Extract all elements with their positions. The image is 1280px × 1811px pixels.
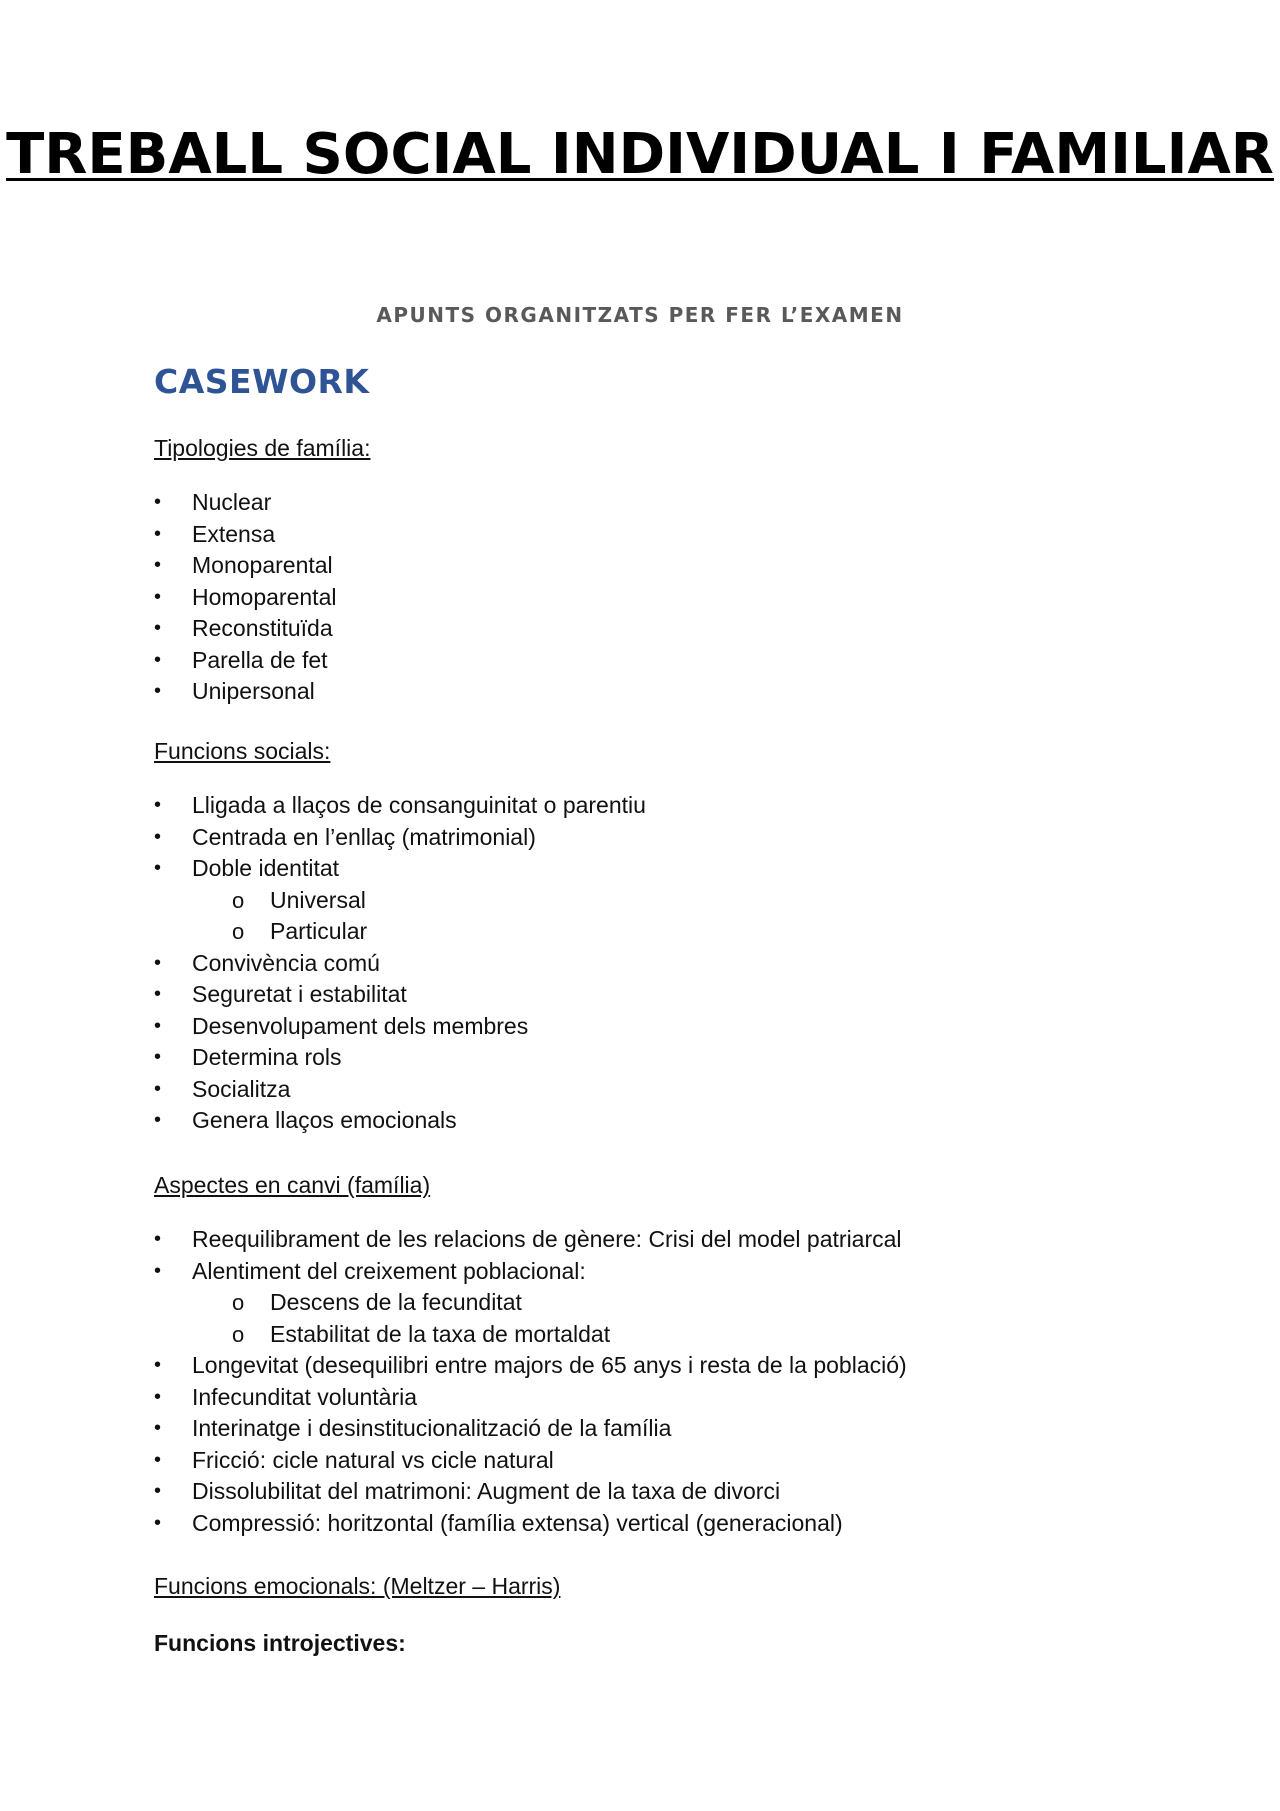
list-item: • Centrada en l’enllaç (matrimonial) [154, 822, 646, 854]
bullet-icon: • [154, 491, 162, 513]
bullet-icon: • [154, 1385, 162, 1408]
list-item: • Unipersonal [154, 676, 370, 708]
bullet-icon: • [154, 983, 162, 1005]
tipologies-heading: Tipologies de família: [154, 435, 371, 461]
sub-list-item: o Universal [232, 885, 646, 917]
bullet-icon: • [154, 1109, 162, 1131]
aspectes-list-cont [154, 1350, 907, 1539]
bullet-icon: • [154, 1228, 162, 1250]
circle-bullet-icon: o [232, 919, 245, 944]
funcions-socials-heading: Funcions socials: [154, 738, 331, 764]
circle-bullet-icon: o [232, 887, 245, 913]
bullet-icon: • [154, 554, 162, 576]
bullet-icon: • [154, 794, 162, 816]
bullet-icon: • [154, 1014, 162, 1037]
list-item: • Seguretat i estabilitat [154, 979, 646, 1011]
bullet-icon: • [154, 617, 162, 639]
bullet-icon: • [154, 648, 162, 671]
bullet-icon: • [154, 825, 162, 848]
list-item: • Nuclear [154, 487, 370, 519]
list-item: • Interinatge i desinstitucionalització de la família [154, 1413, 907, 1445]
sub-list-item: o Descens de la fecunditat [232, 1287, 907, 1319]
funcions-emocionals-heading: Funcions emocionals: (Meltzer – Harris) [154, 1573, 561, 1599]
list-item: • Longevitat (desequilibri entre majors de 65 anys i resta de la població) [154, 1350, 907, 1382]
sub-list-item: o Estabilitat de la taxa de mortaldat [232, 1319, 907, 1351]
list-item: • Determina rols [154, 1042, 646, 1074]
document-subtitle: APUNTS ORGANITZATS PER FER L’EXAMEN [376, 303, 904, 327]
tipologies-block [154, 433, 370, 708]
aspectes-heading: Aspectes en canvi (família) [154, 1172, 431, 1198]
list-item: • Dissolubilitat del matrimoni: Augment de la taxa de divorci [154, 1476, 907, 1508]
circle-bullet-icon: o [232, 1321, 245, 1347]
list-item: • Desenvolupament dels membres [154, 1011, 646, 1043]
sub-list-item: o Particular [232, 916, 646, 948]
list-item: • Parella de fet [154, 645, 370, 677]
bullet-icon: • [154, 680, 162, 702]
funcions-introjectives-heading: Funcions introjectives: [154, 1630, 406, 1656]
list-item: • Alentiment del creixement poblacional: [154, 1256, 907, 1288]
list-item: • Socialitza [154, 1074, 646, 1106]
funcions-emocionals-block [154, 1571, 560, 1658]
tipologies-list [154, 487, 370, 708]
list-item: • Extensa [154, 519, 370, 551]
bullet-icon: • [154, 585, 162, 608]
list-item: • Compressió: horitzontal (família extensa) vertical (generacional) [154, 1508, 907, 1540]
bullet-icon: • [154, 857, 162, 879]
list-item: • Homoparental [154, 582, 370, 614]
section-heading-casework: CASEWORK [154, 362, 370, 401]
funcions-socials-list [154, 790, 646, 885]
bullet-icon: • [154, 522, 162, 545]
list-item: • Convivència comú [154, 948, 646, 980]
bullet-icon: • [154, 1259, 162, 1282]
bullet-icon: • [154, 1511, 162, 1534]
bullet-icon: • [154, 1046, 162, 1068]
list-item: • Lligada a llaços de consanguinitat o parentiu [154, 790, 646, 822]
list-item: • Fricció: cicle natural vs cicle natural [154, 1445, 907, 1477]
list-item: • Genera llaços emocionals [154, 1105, 646, 1137]
bullet-icon: • [154, 1480, 162, 1502]
bullet-icon: • [154, 1417, 162, 1439]
circle-bullet-icon: o [232, 1290, 245, 1315]
list-item: • Reconstituïda [154, 613, 370, 645]
doble-identitat-sublist [154, 885, 646, 948]
document-title: TREBALL SOCIAL INDIVIDUAL I FAMILIAR [6, 122, 1274, 187]
alentiment-sublist [154, 1287, 907, 1350]
funcions-socials-list-cont [154, 948, 646, 1137]
aspectes-list [154, 1224, 907, 1287]
aspectes-block [154, 1170, 907, 1539]
bullet-icon: • [154, 1077, 162, 1100]
bullet-icon: • [154, 951, 162, 974]
funcions-socials-block [154, 736, 646, 1137]
bullet-icon: • [154, 1354, 162, 1376]
list-item: • Reequilibrament de les relacions de gènere: Crisi del model patriarcal [154, 1224, 907, 1256]
list-item: • Doble identitat [154, 853, 646, 885]
list-item: • Monoparental [154, 550, 370, 582]
list-item: • Infecunditat voluntària [154, 1382, 907, 1414]
bullet-icon: • [154, 1448, 162, 1471]
